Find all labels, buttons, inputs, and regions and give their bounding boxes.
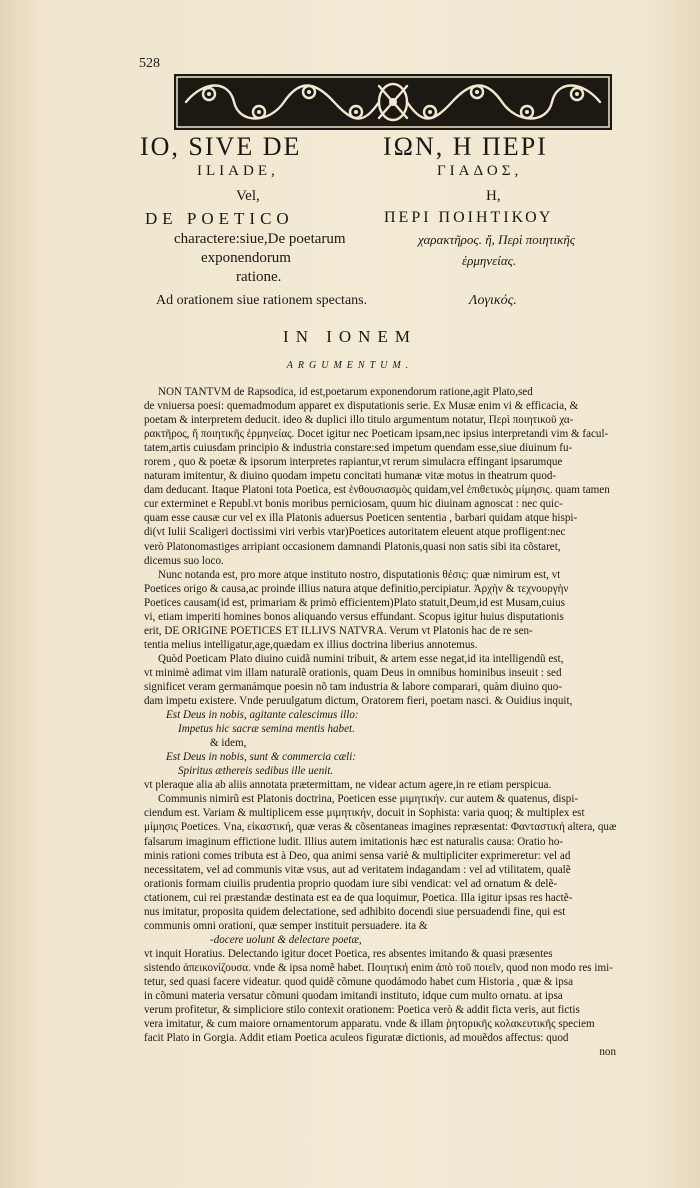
text-line: necessitatem, vel ad communis vitæ vsus, aut ad veritatem indagandam : vel ad vtilitatem, qualẽ	[144, 863, 571, 876]
text-line: orationis formam ciuilis prudentia proprio quodam iure sibi vendicat: vel ad ornatum & delẽ-	[144, 877, 558, 890]
ornament-headpiece	[174, 74, 612, 130]
text-line: poetam & interpretem deducit. ideo & duplici illo titulo argumentum notatur, Περὶ ποιητικοῦ χα-	[144, 414, 574, 427]
page-number: 528	[139, 56, 160, 71]
latin-line-2: exponendorum	[201, 250, 291, 266]
latin-subtitle: ILIADE,	[197, 163, 279, 179]
text-line: nus imitatur, proposita quidem delectatione, sed adhibito docendi siue persuadendi fine, qui est	[144, 905, 566, 918]
greek-eta: Η,	[486, 188, 501, 204]
text-line: facit Plato in Gorgia. Addit etiam Poetica aculeos figuratæ dictionis, ad mouẽdos affectus: quod	[144, 1032, 569, 1045]
text-line: verum profitetur, & simpliciore stilo contexit orationem: Poetica verò & addit ficta veris, aut fictis	[144, 1004, 580, 1017]
greek-peri-poietikou: ΠΕΡΙ ΠΟΙΗΤΙΚΟΥ	[384, 209, 554, 226]
text-line: Poetices origo & causa,ac proinde illius natura atque definitio,percipiatur. Ἀρχὴν & τεχνουργὴν	[144, 582, 569, 595]
text-line: & idem,	[210, 737, 247, 750]
text-line: naturam imitentur, & diuino quodam impetu concitati humanæ vitæ motus in theatrum quod-	[144, 470, 557, 483]
text-line: -docere uolunt & delectare poetæ,	[210, 933, 362, 946]
text-line: Spiritus æthereis sedibus ille uenit.	[178, 765, 334, 778]
text-line: Est Deus in nobis, sunt & commercia cæli:	[166, 751, 357, 764]
text-line: quam esse causæ cur vel ex illa Platonis aduersus Poeticen sententia , barbari quidam atque hispi-	[144, 512, 578, 525]
latin-line-4: Ad orationem siue rationem spectans.	[156, 293, 368, 308]
text-line: de vniuersa poesi: quemadmodum apparet ex disputationis serie. Ex Musæ enim vi & efficacia, &	[144, 400, 579, 413]
text-line: verò Platonomastiges arripiant occasionem damnandi Platonis,quasi non satis sibi ita cõstaret,	[144, 540, 561, 553]
text-line: in cõmuni materia versatur cõmuni quodam imitandi instituto, idque cum multo ornatu. at ipsa	[144, 990, 563, 1003]
text-line: dicemus suo loco.	[144, 554, 224, 567]
text-line: sistendo ἀπεικονίζουσα. vnde & ipsa nomẽ habet. Ποιητική enim ἀπὸ τοῦ ποιεῖν, quod non modo res imi-	[144, 961, 613, 974]
latin-line-3: ratione.	[236, 269, 282, 285]
text-line: vera imitatur, & cum maiore ornamentorum apparatu. vnde & illam ῥητορικῆς κολακευτικῆς speciem	[144, 1018, 595, 1031]
text-line: Nunc notanda est, pro more atque instituto nostro, disputationis θέσις: quæ nimirum est, vt	[158, 568, 561, 581]
greek-line-4: Λογικός.	[469, 293, 517, 308]
text-line: vt inquit Horatius. Delectando igitur docet Poetica, res absentes imitando & quasi præsentes	[144, 947, 553, 960]
text-line: dam deducant. Itaque Platoni tota Poetica, est ἐνθουσιασμὸς quidam,vel ἐπιθετικὸς μίμησις. quam tamen	[144, 484, 610, 497]
text-line: Poetices causam(id est, primariam & primò efficientem)Plato statuit,Deum,id est Musam,cuius	[144, 596, 565, 609]
text-line: tetur, sed quasi facere videatur. quod quidẽ cõmune quodámodo habet cum Historia , quæ & ipsa	[144, 975, 574, 988]
text-line: vt pleraque alia ab aliis annotata prætermittam, ne videar actum agere,in re etiam perspicua.	[144, 779, 552, 792]
text-line: communis omni orationi, quæ semper instituit persuadere. ita &	[144, 919, 428, 932]
text-line: falsarum imaginum effictione ludit. Illius autem imitationis hæc est naturalis causa: Oratio ho-	[144, 835, 564, 848]
text-line: vt minimè adimat vim illam naturalẽ orationis, quam Deus in omnibus hominibus inseuit : sed	[144, 666, 562, 679]
argumentum-heading: ARGUMENTUM.	[286, 360, 414, 371]
text-line: μίμησις Poetices. Vna, εἰκαστική, quæ veras & cõsentaneas imagines repræsentat: Φανταστική altera, quæ	[144, 821, 616, 834]
text-line: cur exterminet e Republ.vt bonis moribus perniciosam, quum hic diuinam agnoscat : nec quic-	[144, 498, 563, 511]
greek-title: ΙΩΝ, Η ΠΕΡΙ	[383, 132, 548, 161]
text-line: Est Deus in nobis, agitante calescimus illo:	[166, 709, 359, 722]
text-line: ciendum est. Variam & multiplicem esse μιμητικήν, docuit in Sophista: varia quoq; & multiplex est	[144, 807, 585, 820]
text-line: tatem,artis cuiusdam principio & industria constare:sed impetum quendam esse,siue diuinum fu-	[144, 442, 573, 455]
text-line: Impetus hic sacræ semina mentis habet.	[178, 723, 355, 736]
text-line: minis rationi comes tributa est à Deo, qua animi sensa variè & multipliciter exprimeretur: vel ad	[144, 849, 571, 862]
text-line: vi, etiam imperiti homines bonos aliquando versus effundant. Scopus igitur huius disputationis	[144, 610, 564, 623]
text-line: Communis nimirũ est Platonis doctrina, Poeticen esse μιμητικήν. cur autem & quatenus, dispi-	[158, 793, 579, 806]
text-line: tentia melius intelligatur,age,quædam ex illius doctrina liberius annotemus.	[144, 638, 478, 651]
argument-text	[144, 385, 616, 1059]
text-line: significet veram germanámque poesin nõ tam industria & labore comparari, quàm diuino quo-	[144, 680, 563, 693]
greek-subtitle: ΓΙΑΔΟΣ,	[437, 163, 523, 179]
latin-de-poetico: DE POETICO	[145, 209, 294, 228]
text-line: rorem , quo & poetæ & ipsorum interpretes rapiantur,vt rerum simulacra effingant ipsarumque	[144, 456, 563, 469]
latin-line-1: charactere:siue,De poetarum	[174, 231, 346, 247]
text-line: NON TANTVM de Rapsodica, id est,poetarum exponendorum ratione,agit Plato,sed	[158, 386, 533, 398]
text-line: Quòd Poeticam Plato diuino cuidã numini tribuit, & artem esse negat,id ita intelligendũ est,	[158, 652, 564, 665]
text-line: ctationem, cui rei præstandæ destinata est ea de qua loquimur, Poetica. Illa igitur ipsas res hactẽ-	[144, 891, 573, 904]
text-line: erit, DE ORIGINE POETICES ET ILLIVS NATVRA. Verum vt Platonis hac de re sen-	[144, 624, 533, 637]
text-line: dam impetu existere. Vnde peruulgatum dictum, Oratorem fieri, poetam nasci. & Ouidius inquit,	[144, 695, 573, 708]
latin-title: IO, SIVE DE	[140, 132, 302, 161]
section-title: IN IONEM	[283, 327, 417, 346]
text-line: non	[599, 1046, 616, 1059]
text-line: ρακτῆρος, ἤ ποιητικῆς ἑρμηνείας. Docet igitur nec Poeticam ipsam,nec ipsius interpretandi vim & facul-	[144, 428, 609, 441]
greek-line-2: χαρακτῆρος. ἤ, Περὶ ποιητικῆς	[418, 232, 576, 247]
greek-line-3: ἑρμηνείας.	[462, 253, 517, 268]
text-line: di(vt Iulii Scaligeri doctissimi viri verbis vtar)Poetices autoritatem eleuent atque profligent:nec	[144, 526, 566, 539]
latin-vel: Vel,	[236, 188, 260, 204]
